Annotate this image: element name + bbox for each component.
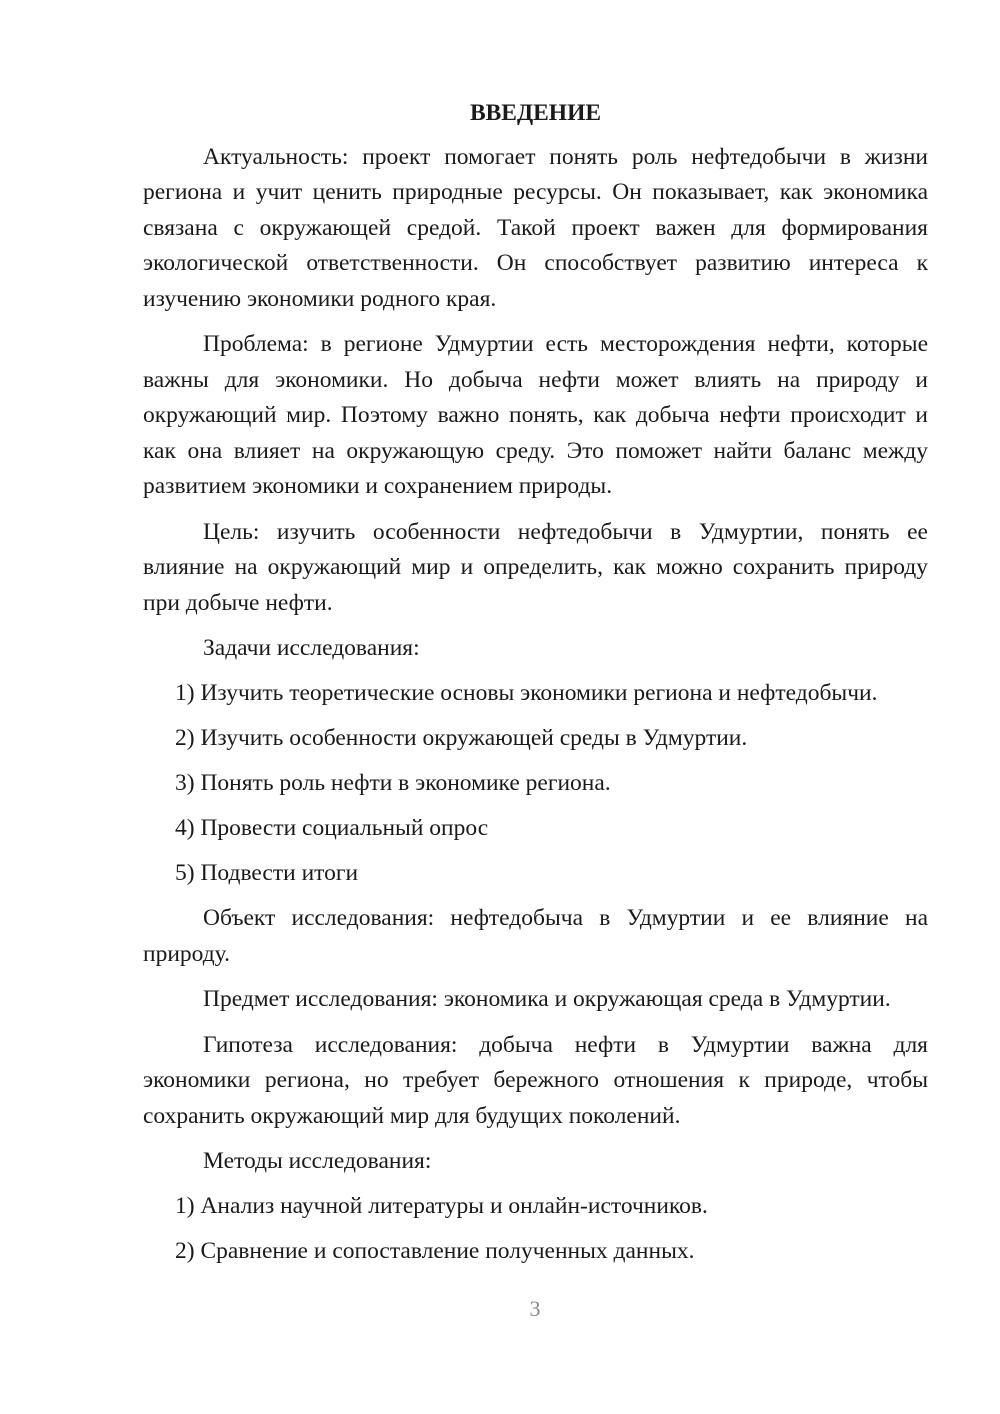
hypothesis-paragraph: Гипотеза исследования: добыча нефти в Удмуртии важна для экономики региона, но требует бережного отношения к природе, чтобы сохранить окружающий мир для будущих поколений. <box>143 1031 928 1129</box>
object-paragraph: Объект исследования: нефтедобыча в Удмуртии и ее влияние на природу. <box>143 905 928 967</box>
task-item: 5) Подвести итоги <box>175 860 359 886</box>
goal-paragraph: Цель: изучить особенности нефтедобычи в Удмуртии, понять ее влияние на окружающий мир и определить, как можно сохранить природу при добыче нефти. <box>143 518 928 616</box>
subject-paragraph: Предмет исследования: экономика и окружающая среда в Удмуртии. <box>203 986 891 1012</box>
task-item: 3) Понять роль нефти в экономике региона. <box>175 770 611 796</box>
tasks-heading: Задачи исследования: <box>203 635 420 661</box>
page-number: 3 <box>529 1296 541 1321</box>
problem-paragraph: Проблема: в регионе Удмуртии есть месторождения нефти, которые важны для экономики. Но добыча нефти может влиять на природу и окружающий мир. Поэтому важно понять, как добыча нефти происходит и как она влияет на окружающую среду. Это поможет найти баланс между развитием экономики и сохранением природы. <box>143 331 928 499</box>
page-content <box>143 96 928 1279</box>
section-title: ВВЕДЕНИЕ <box>469 100 602 126</box>
method-item: 2) Сравнение и сопоставление полученных данных. <box>175 1238 695 1264</box>
task-item: 1) Изучить теоретические основы экономики региона и нефтедобычи. <box>175 680 878 706</box>
task-item: 4) Провести социальный опрос <box>175 815 489 841</box>
relevance-paragraph: Актуальность: проект помогает понять роль нефтедобычи в жизни региона и учит ценить природные ресурсы. Он показывает, как экономика связана с окружающей средой. Такой проект важен для формирования экологической ответственности. Он способствует развитию интереса к изучению экономики родного края. <box>143 143 928 312</box>
methods-heading: Методы исследования: <box>203 1148 432 1174</box>
task-item: 2) Изучить особенности окружающей среды в Удмуртии. <box>175 725 748 751</box>
method-item: 1) Анализ научной литературы и онлайн-источников. <box>175 1193 708 1219</box>
